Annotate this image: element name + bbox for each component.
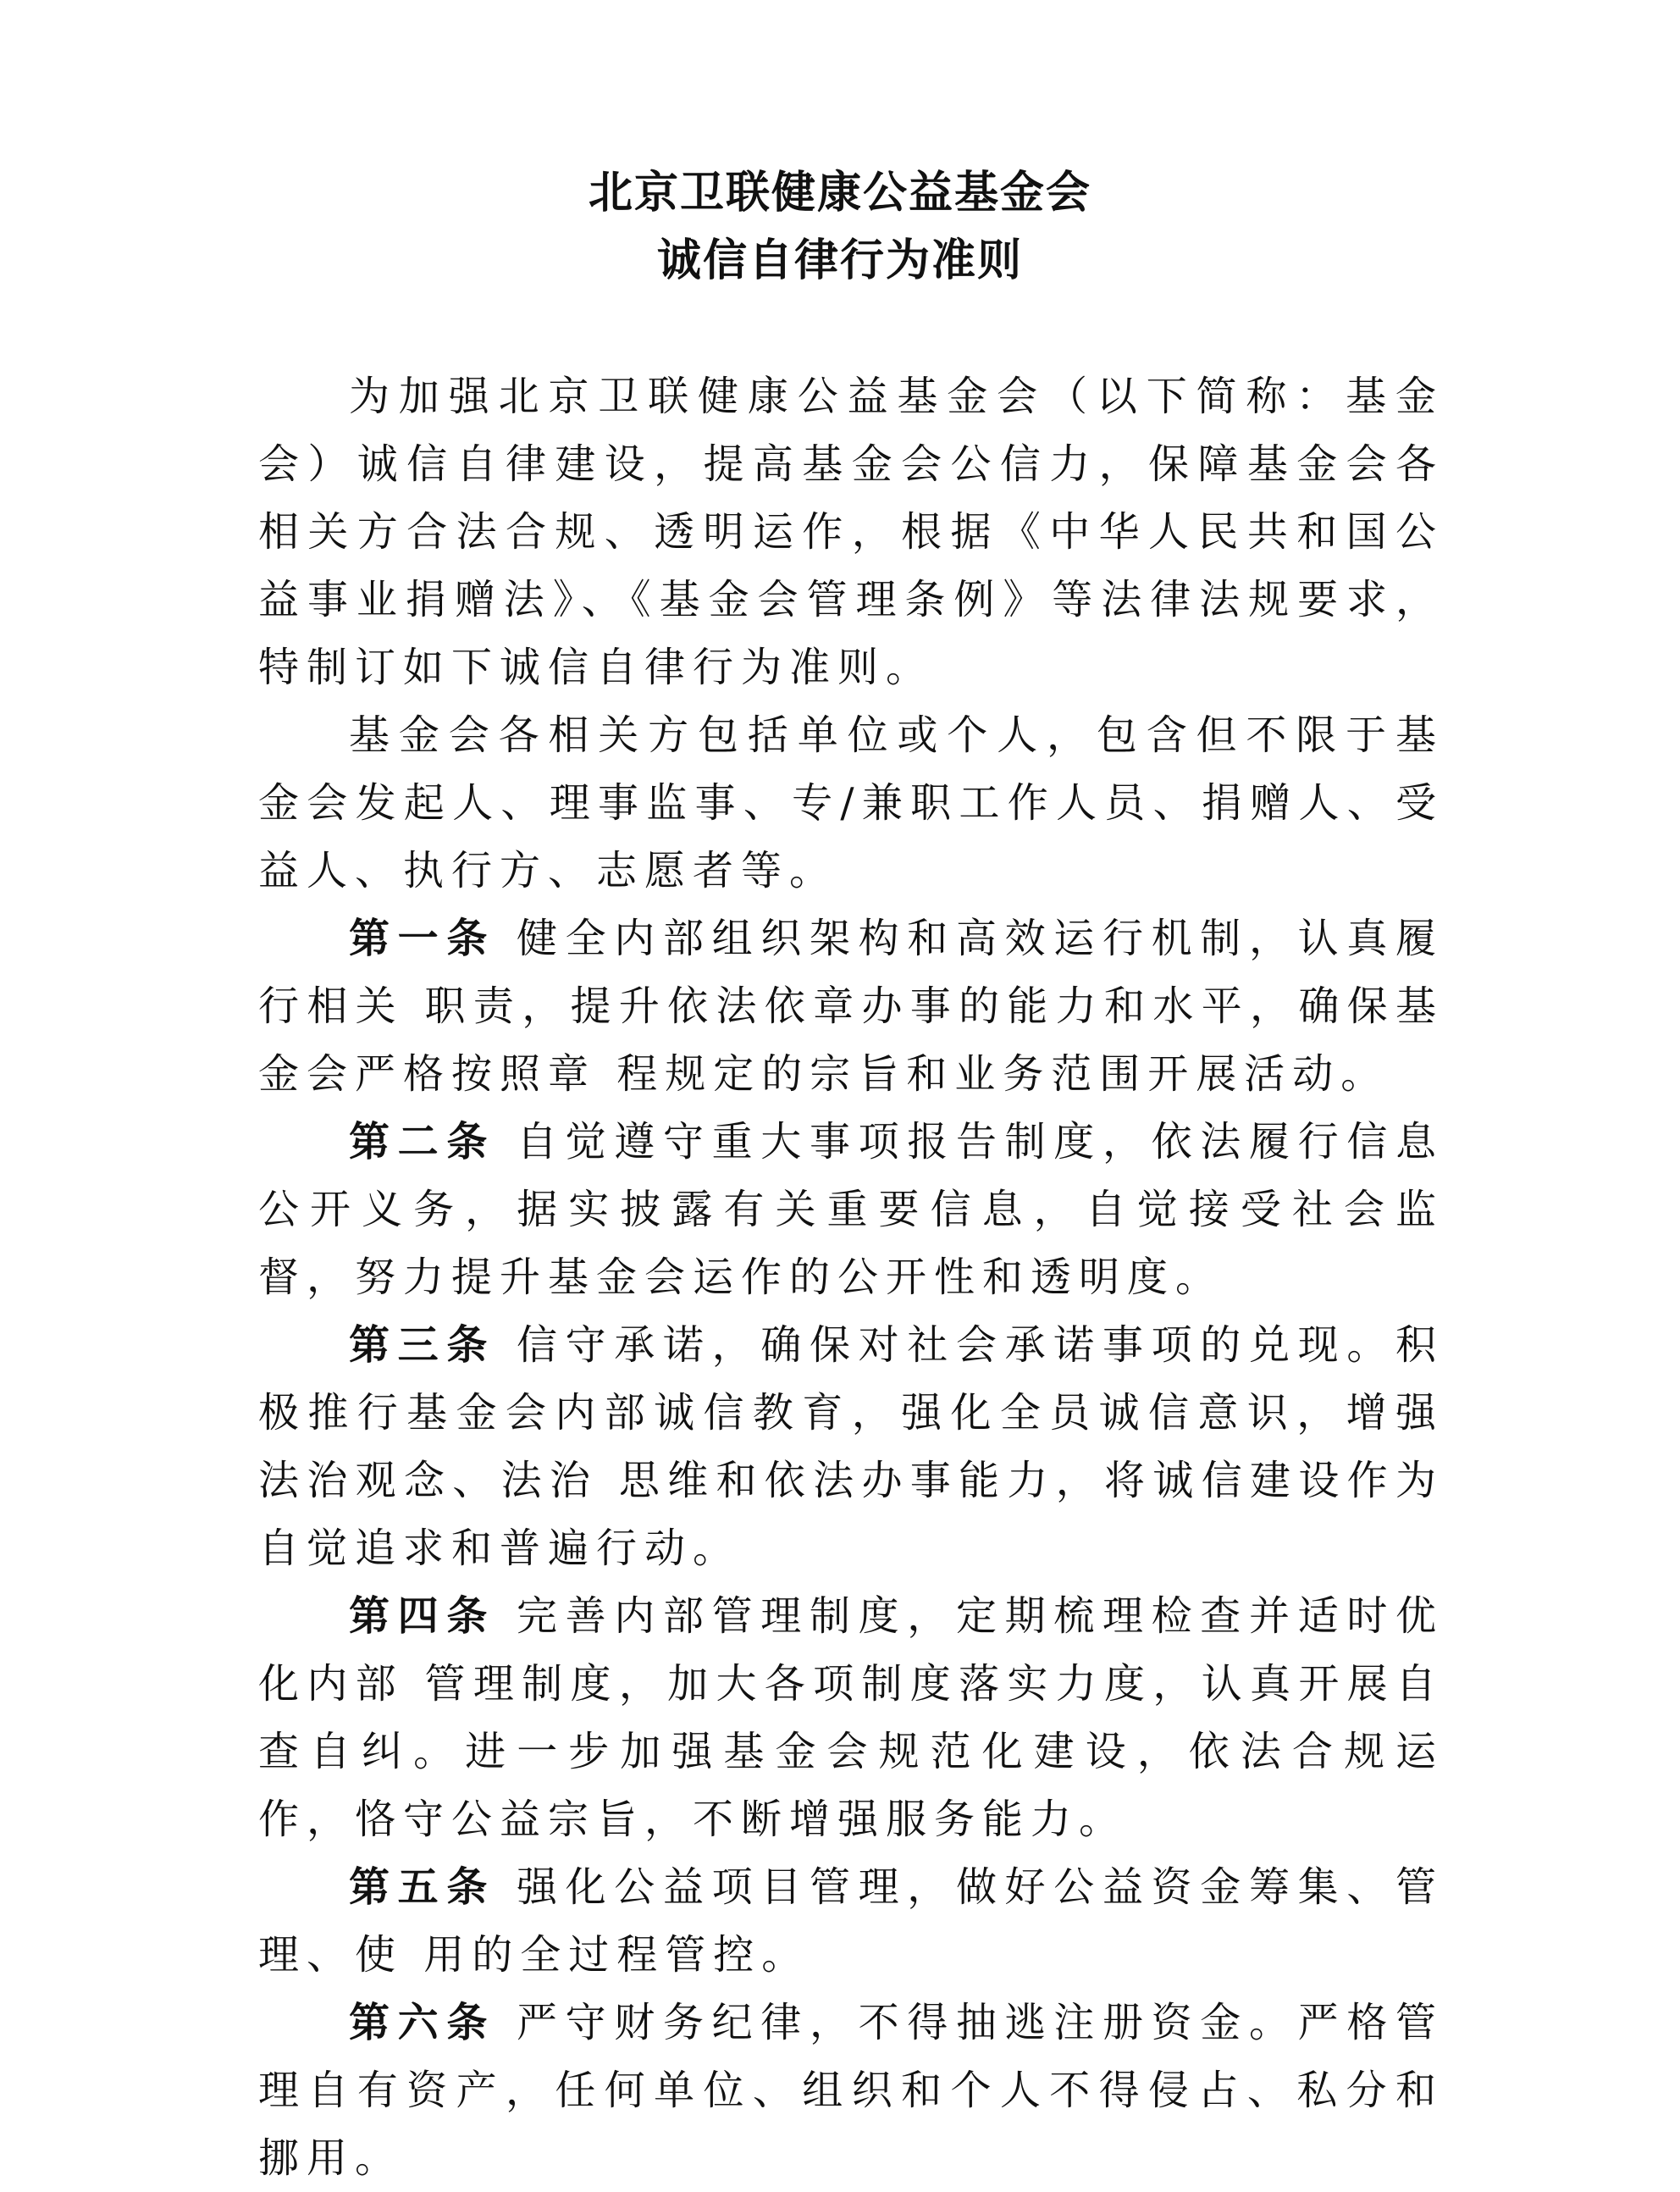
article-3: [258, 1311, 1444, 1582]
preamble-paragraph: [258, 363, 1444, 701]
article-1: [258, 905, 1444, 1108]
article-heading: 第三条: [349, 1321, 496, 1369]
article-heading: 第六条: [349, 1999, 496, 2046]
scope-paragraph: [258, 701, 1444, 905]
document-body: [258, 363, 1444, 2192]
article-heading: 第二条: [349, 1118, 496, 1165]
article-6: [258, 1989, 1444, 2192]
article-text: 严守财务纪律，不得抽逃注册资金。严格管理自有资产，任何单位、组织和个人不得侵占、私分和挪用。: [258, 1999, 1444, 2182]
article-heading: 第四条: [349, 1592, 496, 1640]
paragraph-text: 基金会各相关方包括单位或个人，包含但不限于基金会发起人、理事监事、专/兼职工作人员、捐赠人、受益人、执行方、志愿者等。: [258, 711, 1444, 894]
article-text: 强化公益项目管理，做好公益资金筹集、管理、使 用的全过程管控。: [258, 1863, 1444, 1979]
article-heading: 第一条: [349, 915, 496, 962]
article-5: [258, 1853, 1444, 1989]
document-subtitle: 诚信自律行为准则: [656, 235, 1023, 286]
paragraph-text: 为加强北京卫联健康公益基金会（以下简称：基金会）诚信自律建设，提高基金会公信力，保障基金会各相关方合法合规、透明运作，根据《中华人民共和国公益事业捐赠法》、《基金会管理条例》等法律法规要求，特制订如下诚信自律行为准则。: [258, 373, 1444, 691]
document-title: 北京卫联健康公益基金会: [588, 167, 1091, 219]
article-heading: 第五条: [349, 1863, 496, 1911]
article-text: 自觉遵守重大事项报告制度，依法履行信息公开义务，据实披露有关重要信息，自觉接受社会监督，努力提升基金会运作的公开性和透明度。: [258, 1118, 1444, 1301]
article-2: [258, 1108, 1444, 1311]
article-4: [258, 1582, 1444, 1853]
article-text: 信守承诺，确保对社会承诺事项的兑现。积极推行基金会内部诚信教育，强化全员诚信意识，增强法治观念、法治 思维和依法办事能力，将诚信建设作为自觉追求和普遍行动。: [258, 1321, 1444, 1572]
article-text: 完善内部管理制度，定期梳理检查并适时优化内部 管理制度，加大各项制度落实力度，认真开展自查自纠。进一步加强基金会规范化建设，依法合规运作，恪守公益宗旨，不断增强服务能力。: [258, 1592, 1444, 1843]
article-text: 健全内部组织架构和高效运行机制，认真履行相关 职责，提升依法依章办事的能力和水平，确保基金会严格按照章 程规定的宗旨和业务范围开展活动。: [258, 915, 1444, 1098]
